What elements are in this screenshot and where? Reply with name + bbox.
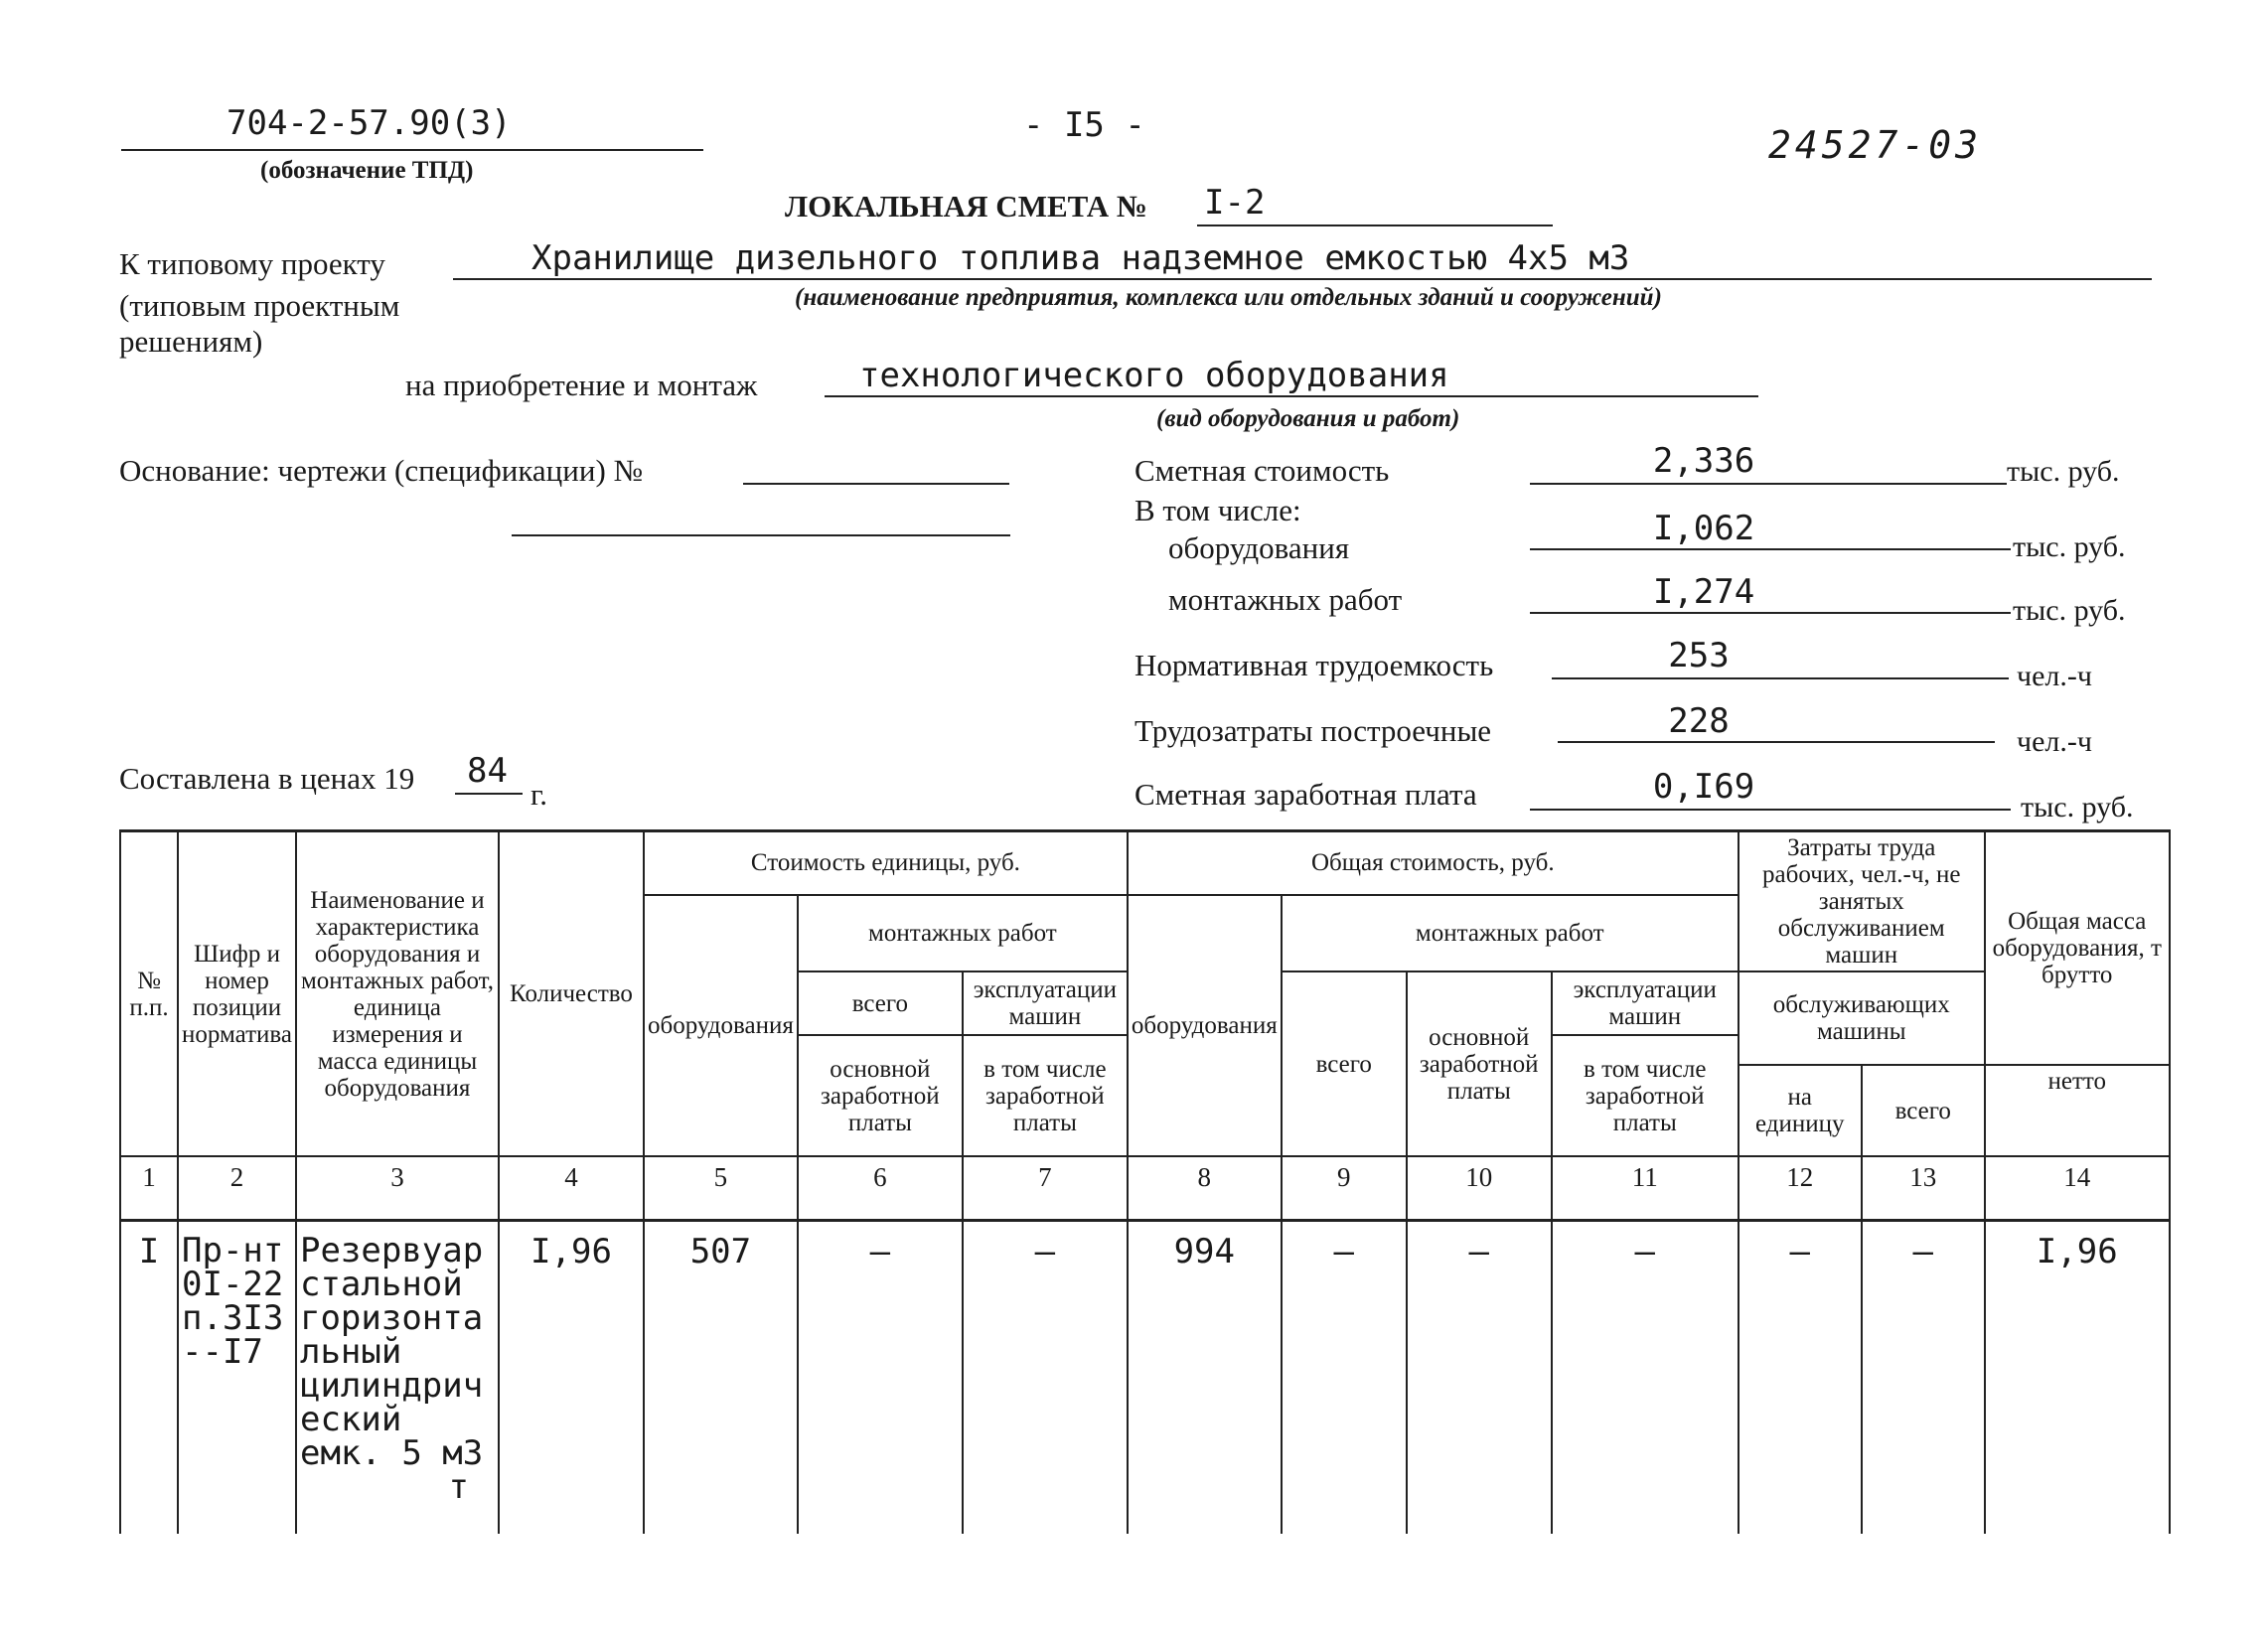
doc-designation: 704-2-57.90(3) <box>227 103 512 143</box>
doc-designation-caption: (обозначение ТПД) <box>260 157 474 184</box>
header-qty: Количество <box>499 831 644 1157</box>
cell-labor-per-unit: – <box>1739 1221 1862 1535</box>
prices-suffix: г. <box>530 777 547 812</box>
basis-underline-1 <box>743 483 1009 485</box>
cell-no: I <box>120 1221 178 1535</box>
project-name: Хранилище дизельного топлива надземное емкостью 4х5 м3 <box>531 238 1630 278</box>
header-total-machine-ops: эксплуатации машин <box>1552 971 1739 1035</box>
column-number: 14 <box>1985 1156 2170 1221</box>
purchase-label: на приобретение и монтаж <box>405 368 758 402</box>
column-number: 3 <box>296 1156 499 1221</box>
doc-designation-underline <box>121 149 703 151</box>
basis-label: Основание: чертежи (спецификации) № <box>119 453 644 488</box>
cell-total-machine-ops: – <box>1552 1221 1739 1535</box>
column-number: 2 <box>178 1156 296 1221</box>
labor-norm-value: 253 <box>1668 636 1730 675</box>
header-code: Шифр и номер позиции норматива <box>178 831 296 1157</box>
estimate-number: I-2 <box>1204 183 1266 223</box>
estimated-cost-value: 2,336 <box>1652 441 1755 481</box>
estimate-table <box>119 829 2171 1534</box>
wages-unit: тыс. руб. <box>2021 791 2134 823</box>
header-mass-group: Общая масса оборудования, т брутто <box>1985 831 2170 1066</box>
prices-year-underline <box>455 793 523 795</box>
cell-unit-machine-ops: – <box>963 1221 1128 1535</box>
prices-year: 84 <box>467 751 508 791</box>
header-name: Наименование и характеристика оборудования и монтажных работ, единица измерения и масса единицы оборудования <box>296 831 499 1157</box>
header-unit-cost-group: Стоимость единицы, руб. <box>644 831 1128 895</box>
header-total-equipment: оборудования <box>1128 895 1282 1157</box>
labor-norm-underline <box>1552 677 2009 679</box>
equipment-label: оборудования <box>1168 530 1350 565</box>
header-total-machine-wages: в том числе заработной платы <box>1552 1035 1739 1156</box>
purchase-caption: (вид оборудования и работ) <box>1156 405 1460 432</box>
header-labor-group: Затраты труда рабочих, чел.-ч, не занятых обслуживанием машин <box>1739 831 1985 972</box>
installation-value: I,274 <box>1652 572 1755 612</box>
equipment-unit: тыс. руб. <box>2013 530 2126 563</box>
cell-total-install-wages: – <box>1407 1221 1552 1535</box>
including-label: В том числе: <box>1134 493 1301 527</box>
cell-total-equipment: 994 <box>1128 1221 1282 1535</box>
header-total-cost-group: Общая стоимость, руб. <box>1128 831 1739 895</box>
header-unit-install-wages: основной заработной платы <box>798 1035 963 1156</box>
header-unit-equipment: оборудования <box>644 895 798 1157</box>
wages-underline <box>1530 809 2011 811</box>
column-number: 9 <box>1282 1156 1407 1221</box>
project-label-line2: (типовым проектным <box>119 288 400 323</box>
cell-name-unit: т <box>448 1467 469 1507</box>
project-label: К типовому проекту <box>119 246 385 281</box>
basis-underline-2 <box>512 534 1010 536</box>
column-number: 6 <box>798 1156 963 1221</box>
project-name-underline <box>453 278 2152 280</box>
header-labor-total: всего <box>1862 1065 1985 1156</box>
prices-label: Составлена в ценах 19 <box>119 761 415 796</box>
column-number-row <box>120 1156 2170 1221</box>
cell-total-install-total: – <box>1282 1221 1407 1535</box>
estimated-cost-underline <box>1530 483 2007 485</box>
installation-underline <box>1530 612 2011 614</box>
header-labor-per-unit: на единицу <box>1739 1065 1862 1156</box>
estimated-cost-unit: тыс. руб. <box>2007 455 2120 488</box>
column-number: 5 <box>644 1156 798 1221</box>
header-total-install-group: монтажных работ <box>1282 895 1739 972</box>
cell-code: Пр-нт 0I-22 п.3I3--I7 <box>178 1221 296 1535</box>
column-number: 12 <box>1739 1156 1862 1221</box>
purchase-underline <box>825 395 1758 397</box>
page-title: ЛОКАЛЬНАЯ СМЕТА № <box>785 189 1148 224</box>
equipment-value: I,062 <box>1652 509 1755 548</box>
cell-unit-equipment: 507 <box>644 1221 798 1535</box>
equipment-underline <box>1530 548 2011 550</box>
installation-unit: тыс. руб. <box>2013 594 2126 627</box>
column-number: 1 <box>120 1156 178 1221</box>
cell-unit-install-total: – <box>798 1221 963 1535</box>
cell-labor-total: – <box>1862 1221 1985 1535</box>
labor-norm-label: Нормативная трудоемкость <box>1134 648 1494 682</box>
header-total-install-total: всего <box>1282 971 1407 1156</box>
column-number: 4 <box>499 1156 644 1221</box>
labor-norm-unit: чел.-ч <box>2017 660 2092 692</box>
labor-site-underline <box>1558 741 1995 743</box>
labor-site-label: Трудозатраты построечные <box>1134 713 1492 748</box>
purchase-value: технологического оборудования <box>859 356 1449 395</box>
cell-qty: I,96 <box>499 1221 644 1535</box>
column-number: 10 <box>1407 1156 1552 1221</box>
header-no: № п.п. <box>120 831 178 1157</box>
wages-value: 0,I69 <box>1652 767 1755 807</box>
labor-site-unit: чел.-ч <box>2017 725 2092 758</box>
labor-site-value: 228 <box>1668 701 1730 741</box>
sheet-code: 24527-03 <box>1768 123 1983 167</box>
project-label-line3: решениям) <box>119 324 263 359</box>
estimated-cost-label: Сметная стоимость <box>1134 453 1390 488</box>
header-unit-machine-ops: эксплуатации машин <box>963 971 1128 1035</box>
cell-name <box>296 1221 499 1535</box>
header-labor-machines: обслуживающих машины <box>1739 971 1985 1065</box>
column-number: 13 <box>1862 1156 1985 1221</box>
estimate-number-underline <box>1197 224 1553 226</box>
header-unit-install-group: монтажных работ <box>798 895 1128 972</box>
page-number: - I5 - <box>1023 105 1145 145</box>
header-unit-machine-wages: в том числе заработной платы <box>963 1035 1128 1156</box>
column-number: 11 <box>1552 1156 1739 1221</box>
table-row <box>120 1221 2170 1535</box>
column-number: 8 <box>1128 1156 1282 1221</box>
cell-name-text: Резервуар стальной горизонтальный цилиндрический емк. 5 м3 <box>299 1231 484 1473</box>
header-total-install-wages: основной заработной платы <box>1407 971 1552 1156</box>
header-mass-net: нетто <box>1985 1065 2170 1156</box>
project-name-caption: (наименование предприятия, комплекса или отдельных зданий и сооружений) <box>795 284 1662 311</box>
header-unit-install-total: всего <box>798 971 963 1035</box>
wages-label: Сметная заработная плата <box>1134 777 1477 812</box>
cell-mass: I,96 <box>1985 1221 2170 1535</box>
installation-label: монтажных работ <box>1168 582 1403 617</box>
column-number: 7 <box>963 1156 1128 1221</box>
